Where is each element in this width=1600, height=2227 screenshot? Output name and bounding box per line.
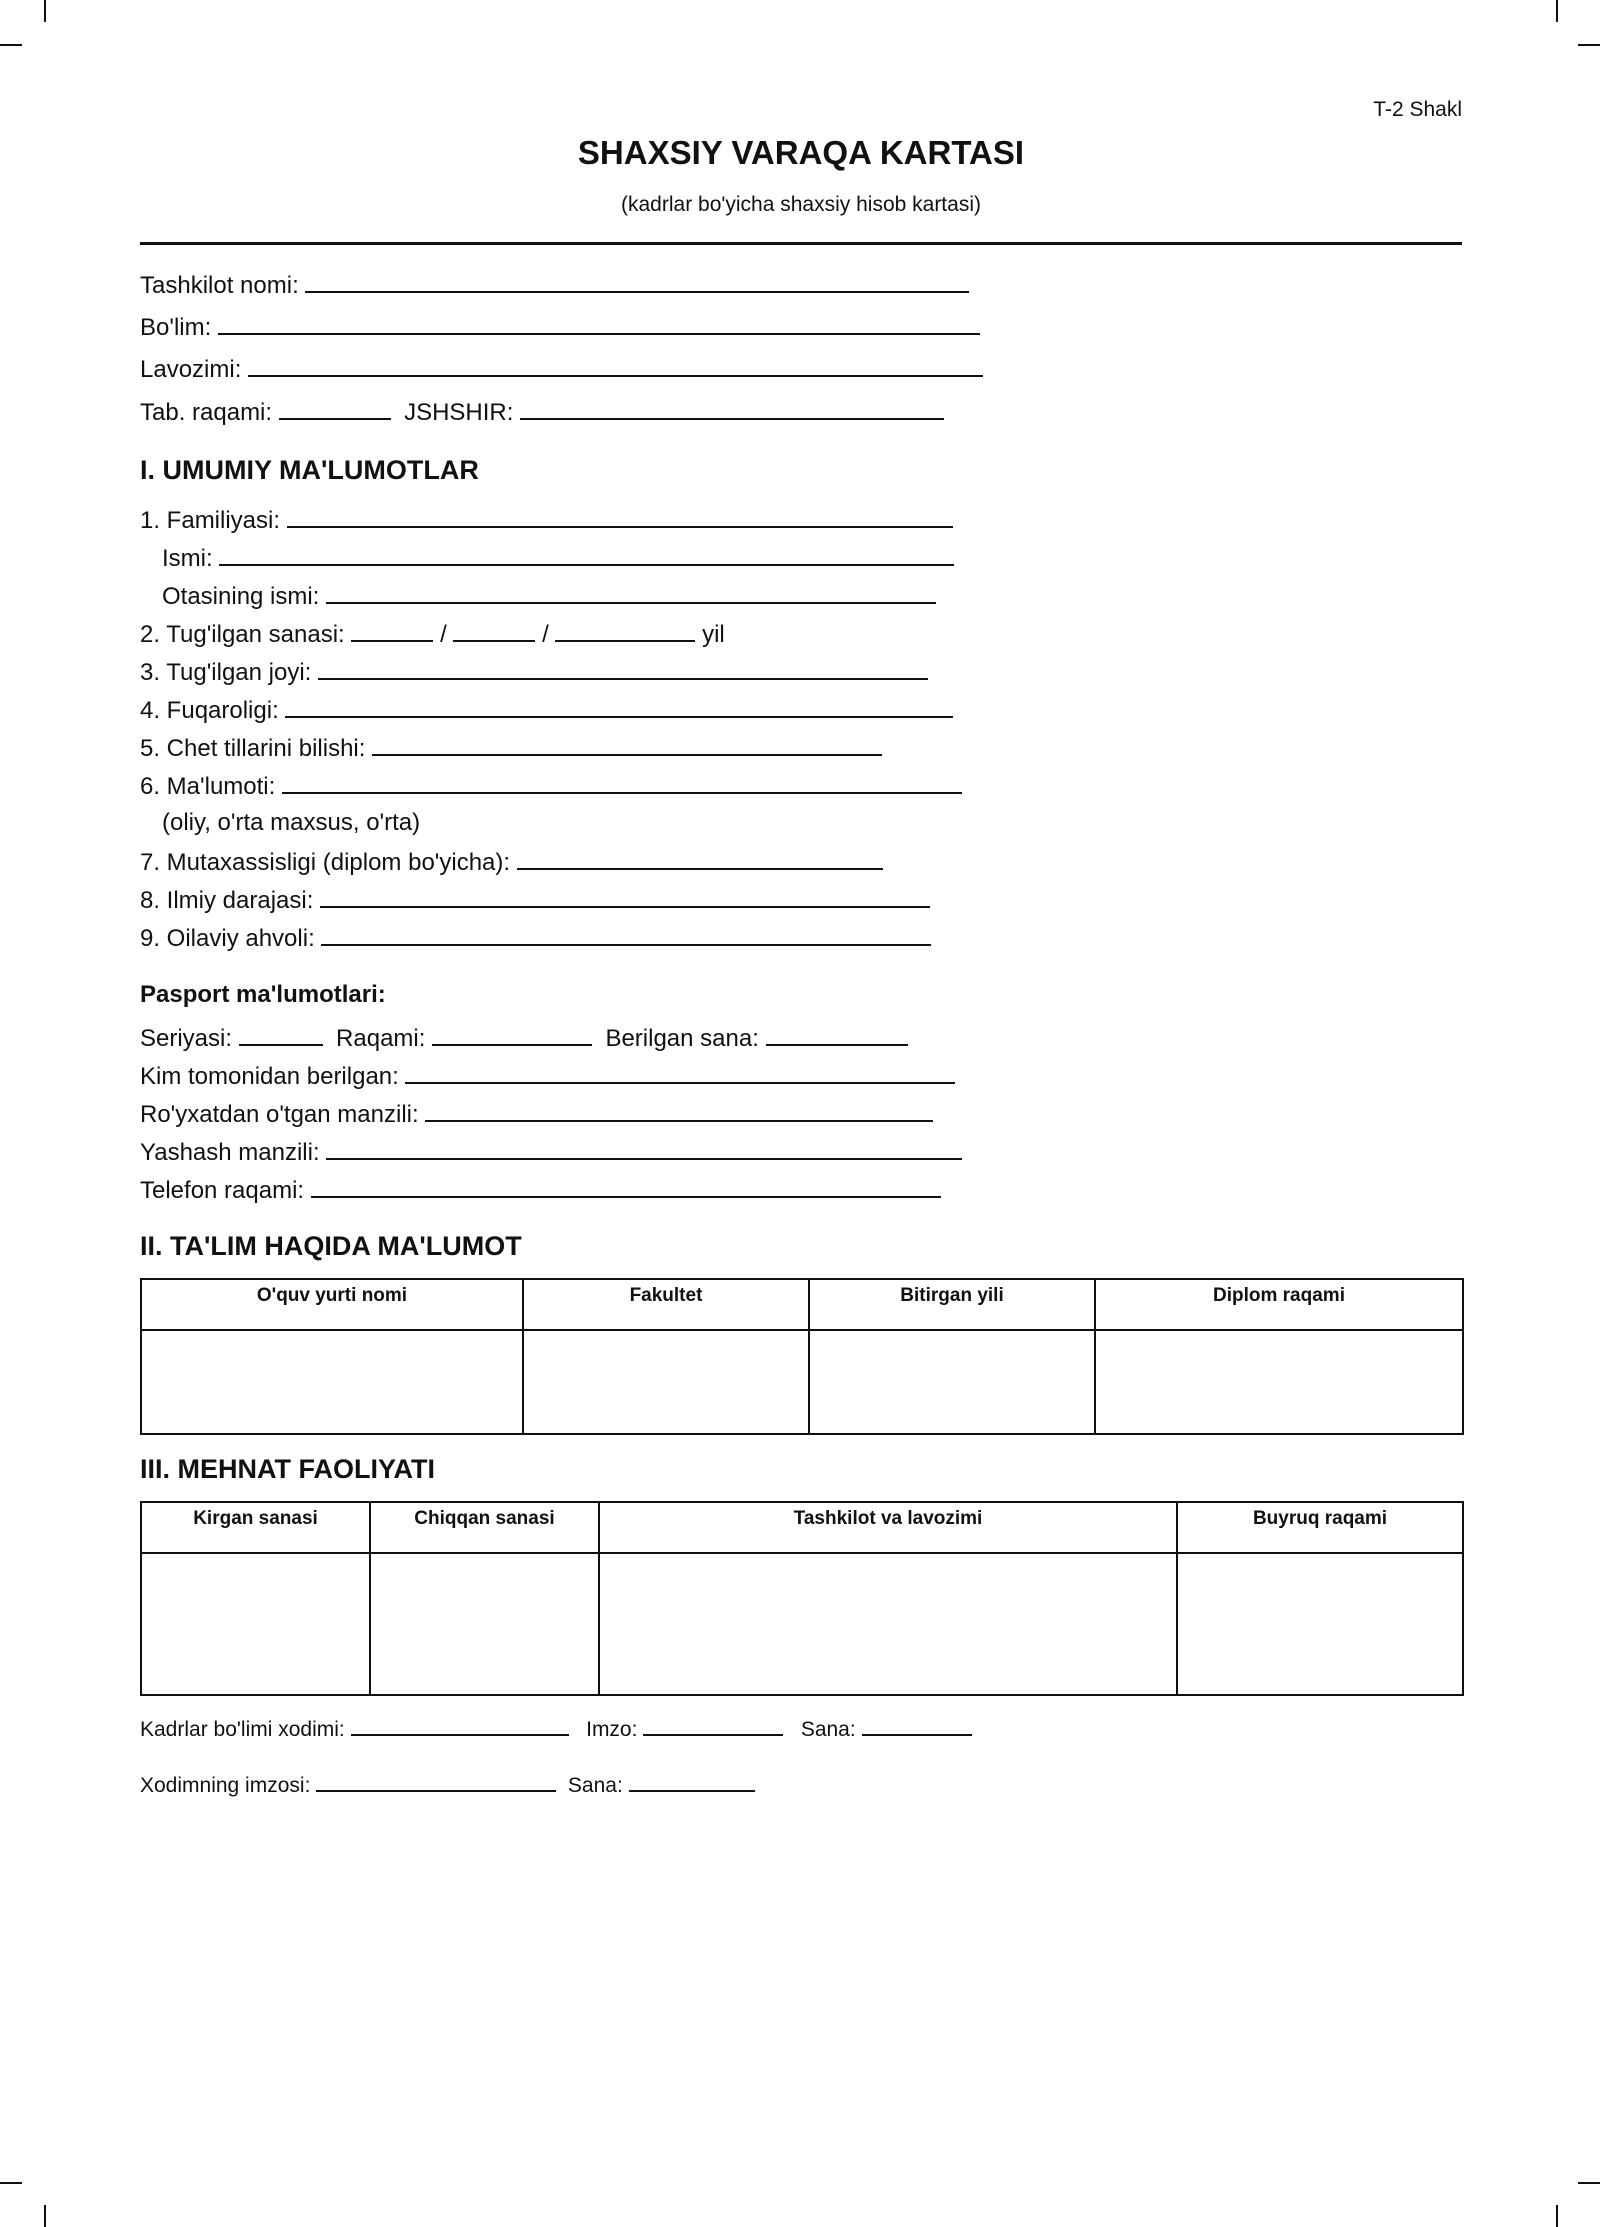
phone-label: Telefon raqami:	[140, 1177, 305, 1204]
issued-by-field[interactable]	[405, 1060, 955, 1084]
specialty-label: 7. Mutaxassisligi (diplom bo'yicha):	[140, 849, 511, 876]
hr-officer-label: Kadrlar bo'limi xodimi:	[140, 1718, 345, 1741]
department-label: Bo'lim:	[140, 314, 212, 341]
issue-date-field[interactable]	[766, 1022, 908, 1046]
issue-date-label: Berilgan sana:	[605, 1025, 759, 1052]
education-field[interactable]	[282, 770, 962, 794]
issued-by-row	[140, 1060, 955, 1092]
column-header: Kirgan sanasi	[141, 1502, 370, 1553]
patronymic-field[interactable]	[326, 580, 936, 604]
number-label: Raqami:	[336, 1025, 426, 1052]
marital-row	[140, 922, 931, 954]
column-header: Tashkilot va lavozimi	[599, 1502, 1177, 1553]
date-field[interactable]	[629, 1771, 755, 1792]
citizenship-field[interactable]	[285, 694, 953, 718]
phone-row	[140, 1174, 941, 1206]
position-label: Lavozimi:	[140, 356, 242, 383]
specialty-field[interactable]	[517, 846, 883, 870]
table-cell[interactable]	[1177, 1553, 1463, 1695]
birth-place-label: 3. Tug'ilgan joyi:	[140, 659, 312, 686]
crop-mark	[44, 0, 46, 22]
crop-mark	[0, 44, 22, 46]
organization-label: Tashkilot nomi:	[140, 272, 299, 299]
jshshir-label: JSHSHIR:	[404, 399, 514, 426]
name-field[interactable]	[219, 542, 954, 566]
crop-mark	[44, 2205, 46, 2227]
form-title: SHAXSIY VARAQA KARTASI	[577, 134, 1025, 171]
surname-field[interactable]	[287, 504, 953, 528]
name-row	[162, 542, 954, 574]
crop-mark	[0, 2182, 22, 2184]
specialty-row	[140, 846, 883, 878]
birth-date-row	[140, 618, 725, 650]
section2-heading: II. TA'LIM HAQIDA MA'LUMOT	[140, 1231, 522, 1261]
series-field[interactable]	[239, 1022, 323, 1046]
employee-signature-field[interactable]	[316, 1771, 556, 1792]
column-header: Bitirgan yili	[809, 1279, 1095, 1330]
citizenship-label: 4. Fuqaroligi:	[140, 697, 279, 724]
signature-label: Imzo:	[586, 1718, 638, 1741]
department-field[interactable]	[218, 311, 980, 335]
education-row	[140, 770, 962, 802]
name-label: Ismi:	[162, 545, 213, 572]
date-label: Sana:	[567, 1774, 623, 1797]
languages-field[interactable]	[372, 732, 882, 756]
passport-row	[140, 1022, 908, 1054]
employee-signature-label: Xodimning imzosi:	[140, 1774, 311, 1797]
table-header-row	[141, 1502, 1463, 1553]
table-header-row	[141, 1279, 1463, 1330]
employment-table	[140, 1501, 1464, 1696]
crop-mark	[1556, 0, 1558, 22]
crop-mark	[1578, 2182, 1600, 2184]
birth-day-field[interactable]	[351, 618, 433, 642]
degree-label: 8. Ilmiy darajasi:	[140, 887, 314, 914]
date-separator: /	[542, 621, 549, 648]
number-field[interactable]	[432, 1022, 592, 1046]
table-cell[interactable]	[599, 1553, 1177, 1695]
phone-field[interactable]	[311, 1174, 941, 1198]
section1-heading: I. UMUMIY MA'LUMOTLAR	[140, 455, 479, 485]
languages-row	[140, 732, 882, 764]
tab-number-label: Tab. raqami:	[140, 399, 273, 426]
column-header: Diplom raqami	[1095, 1279, 1463, 1330]
birth-place-field[interactable]	[318, 656, 928, 680]
title-divider	[140, 242, 1462, 245]
table-cell[interactable]	[141, 1330, 523, 1434]
patronymic-label: Otasining ismi:	[162, 583, 320, 610]
passport-heading: Pasport ma'lumotlari:	[140, 981, 386, 1008]
tab-jshshir-row	[140, 396, 944, 428]
position-row	[140, 353, 983, 385]
column-header: O'quv yurti nomi	[141, 1279, 523, 1330]
patronymic-row	[162, 580, 936, 612]
form-code: T-2 Shakl	[1373, 98, 1462, 121]
date-label: Sana:	[800, 1718, 856, 1741]
education-label: 6. Ma'lumoti:	[140, 773, 276, 800]
section3-heading: III. MEHNAT FAOLIYATI	[140, 1454, 436, 1484]
table-row	[141, 1330, 1463, 1434]
crop-mark	[1578, 44, 1600, 46]
registered-address-field[interactable]	[425, 1098, 933, 1122]
surname-row	[140, 504, 953, 536]
birth-date-label: 2. Tug'ilgan sanasi:	[140, 621, 345, 648]
date-field[interactable]	[862, 1715, 972, 1736]
organization-field[interactable]	[305, 269, 969, 293]
table-row	[141, 1553, 1463, 1695]
residence-address-field[interactable]	[326, 1136, 962, 1160]
surname-label: 1. Familiyasi:	[140, 507, 281, 534]
column-header: Chiqqan sanasi	[370, 1502, 599, 1553]
employee-signature-row	[140, 1771, 755, 1801]
column-header: Fakultet	[523, 1279, 809, 1330]
birth-place-row	[140, 656, 928, 688]
form-subtitle: (kadrlar bo'yicha shaxsiy hisob kartasi)	[621, 193, 981, 216]
registered-address-label: Ro'yxatdan o'tgan manzili:	[140, 1101, 419, 1128]
birth-month-field[interactable]	[453, 618, 535, 642]
department-row	[140, 311, 980, 343]
education-hint: (oliy, o'rta maxsus, o'rta)	[162, 809, 421, 836]
issued-by-label: Kim tomonidan berilgan:	[140, 1063, 399, 1090]
form-page	[140, 0, 1462, 2227]
marital-label: 9. Oilaviy ahvoli:	[140, 925, 315, 952]
registered-address-row	[140, 1098, 933, 1130]
table-cell[interactable]	[370, 1553, 599, 1695]
tab-number-field[interactable]	[279, 396, 391, 420]
marital-field[interactable]	[321, 922, 931, 946]
column-header: Buyruq raqami	[1177, 1502, 1463, 1553]
table-cell[interactable]	[809, 1330, 1095, 1434]
series-label: Seriyasi:	[140, 1025, 233, 1052]
year-suffix: yil	[702, 621, 725, 648]
table-cell[interactable]	[1095, 1330, 1463, 1434]
organization-row	[140, 269, 969, 301]
crop-mark	[1556, 2205, 1558, 2227]
hr-officer-field[interactable]	[351, 1715, 569, 1736]
degree-row	[140, 884, 930, 916]
citizenship-row	[140, 694, 953, 726]
hr-signature-row	[140, 1715, 972, 1745]
degree-field[interactable]	[320, 884, 930, 908]
table-cell[interactable]	[523, 1330, 809, 1434]
signature-field[interactable]	[643, 1715, 783, 1736]
education-table	[140, 1278, 1464, 1435]
residence-address-label: Yashash manzili:	[140, 1139, 320, 1166]
residence-address-row	[140, 1136, 962, 1168]
date-separator: /	[440, 621, 447, 648]
jshshir-field[interactable]	[520, 396, 944, 420]
languages-label: 5. Chet tillarini bilishi:	[140, 735, 366, 762]
birth-year-field[interactable]	[555, 618, 695, 642]
position-field[interactable]	[248, 353, 983, 377]
table-cell[interactable]	[141, 1553, 370, 1695]
